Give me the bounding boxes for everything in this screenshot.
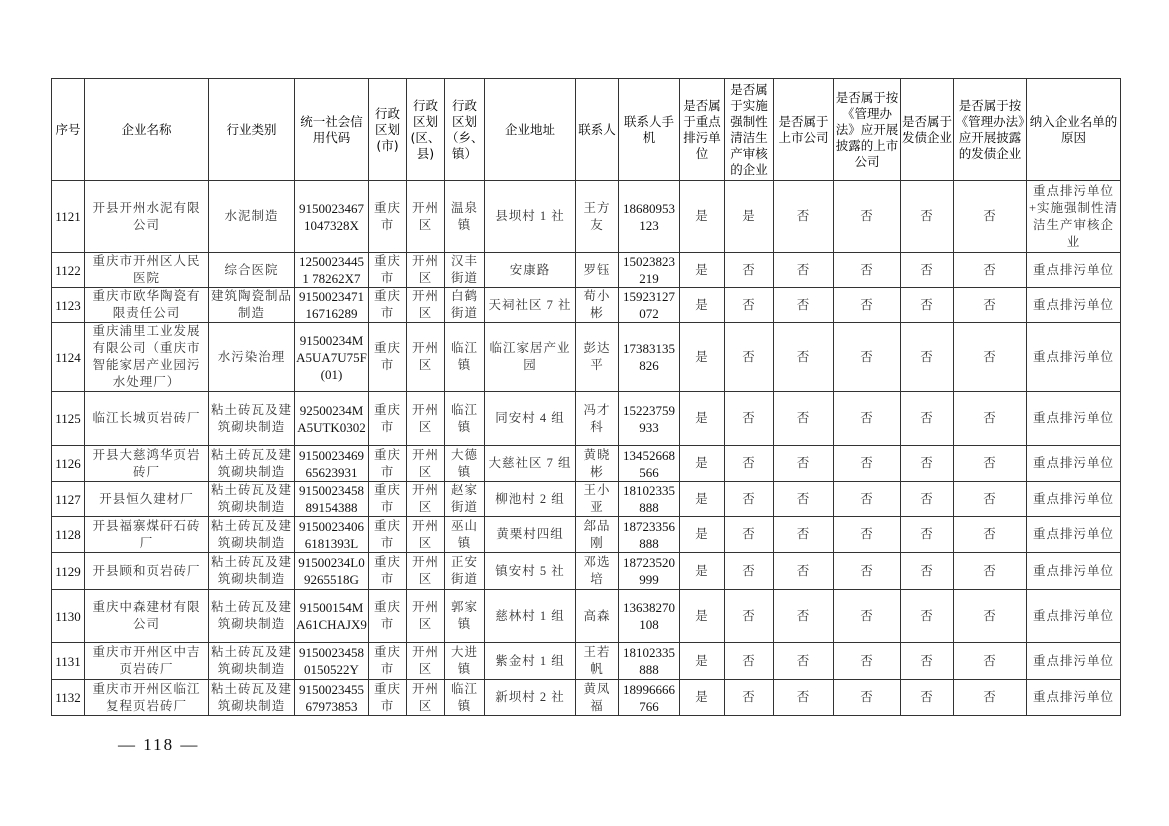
table-cell: 粘土砖瓦及建筑砌块制造 [209,446,295,482]
table-cell: 安康路 [485,253,576,288]
table-cell: 915002347116716289 [295,288,369,323]
table-cell: 13452668566 [619,446,680,482]
column-header: 企业名称 [85,79,209,181]
table-cell: 镇安村 5 社 [485,553,576,590]
table-cell: 否 [774,446,834,482]
column-header: 序号 [52,79,85,181]
table-cell: 否 [774,323,834,392]
table-cell: 1123 [52,288,85,323]
table-cell: 否 [901,517,954,553]
table-row [52,517,1121,553]
table-row [52,482,1121,517]
table-cell: 重庆市 [369,680,407,716]
table-cell: 17383135826 [619,323,680,392]
table-cell: 否 [834,553,901,590]
table-cell: 粘土砖瓦及建筑砌块制造 [209,392,295,446]
column-header: 统一社会信用代码 [295,79,369,181]
table-cell: 冯才科 [576,392,619,446]
table-cell: 否 [774,482,834,517]
table-cell: 否 [725,446,774,482]
table-cell: 否 [725,590,774,643]
table-cell: 彭达平 [576,323,619,392]
table-cell: 新坝村 2 社 [485,680,576,716]
table-cell: 915002345889154388 [295,482,369,517]
table-cell: 15023823219 [619,253,680,288]
table-cell: 重点排污单位 [1027,680,1121,716]
table-cell: 否 [774,517,834,553]
table-cell: 否 [901,181,954,253]
table-cell: 开州区 [407,680,445,716]
column-header: 是否属于实施强制性清洁生产审核的企业 [725,79,774,181]
table-cell: 温泉镇 [445,181,485,253]
table-cell: 91500234MA5UA7U75F(01) [295,323,369,392]
table-row [52,643,1121,680]
table-cell: 18102335888 [619,482,680,517]
table-cell: 重庆市开州区中吉页岩砖厂 [85,643,209,680]
table-cell: 否 [901,288,954,323]
table-cell: 重点排污单位 [1027,446,1121,482]
table-cell: 重点排污单位 [1027,517,1121,553]
table-cell: 12500234451 78262X7 [295,253,369,288]
table-cell: 紫金村 1 组 [485,643,576,680]
table-cell: 否 [725,288,774,323]
table-cell: 92500234MA5UTK0302 [295,392,369,446]
table-cell: 郐品刚 [576,517,619,553]
table-cell: 黄栗村四组 [485,517,576,553]
table-cell: 否 [834,590,901,643]
table-cell: 否 [954,553,1027,590]
table-cell: 建筑陶瓷制品制造 [209,288,295,323]
table-cell: 否 [725,680,774,716]
table-cell: 重庆市 [369,590,407,643]
table-cell: 重点排污单位 [1027,392,1121,446]
table-cell: 临江镇 [445,323,485,392]
column-header: 是否属于按《管理办法》应开展披露的上市公司 [834,79,901,181]
table-cell: 临江家居产业园 [485,323,576,392]
table-cell: 郭家镇 [445,590,485,643]
table-cell: 91500234671047328X [295,181,369,253]
table-cell: 水泥制造 [209,181,295,253]
column-header: 纳入企业名单的原因 [1027,79,1121,181]
table-cell: 91500154MA61CHAJX9 [295,590,369,643]
table-cell: 是 [680,392,725,446]
table-cell: 否 [834,181,901,253]
table-cell: 否 [774,680,834,716]
table-cell: 否 [834,253,901,288]
table-cell: 否 [901,392,954,446]
table-cell: 是 [680,643,725,680]
table-cell: 1124 [52,323,85,392]
table-cell: 重点排污单位 [1027,253,1121,288]
table-row [52,590,1121,643]
table-cell: 重点排污单位 [1027,288,1121,323]
table-cell: 重点排污单位 [1027,553,1121,590]
table-cell: 否 [901,643,954,680]
table-cell: 开州区 [407,253,445,288]
table-cell: 否 [834,446,901,482]
table-cell: 否 [834,288,901,323]
table-cell: 否 [834,680,901,716]
table-cell: 开州区 [407,517,445,553]
table-cell: 重点排污单位 [1027,643,1121,680]
table-cell: 是 [680,446,725,482]
table-cell: 否 [954,482,1027,517]
table-cell: 综合医院 [209,253,295,288]
table-cell: 否 [725,643,774,680]
table-cell: 开县开州水泥有限公司 [85,181,209,253]
table-cell: 大慈社区 7 组 [485,446,576,482]
table-cell: 开县顾和页岩砖厂 [85,553,209,590]
table-cell: 重庆市欧华陶瓷有限责任公司 [85,288,209,323]
table-cell: 粘土砖瓦及建筑砌块制造 [209,482,295,517]
table-cell: 开州区 [407,590,445,643]
table-cell: 王若帆 [576,643,619,680]
table-cell: 否 [954,446,1027,482]
table-cell: 重庆市 [369,253,407,288]
table-row [52,680,1121,716]
table-cell: 否 [834,482,901,517]
table-cell: 18680953123 [619,181,680,253]
table-cell: 重庆市 [369,553,407,590]
table-cell: 白鹤街道 [445,288,485,323]
table-cell: 否 [725,253,774,288]
table-cell: 罗钰 [576,253,619,288]
table-cell: 是 [680,680,725,716]
table-cell: 否 [725,323,774,392]
table-cell: 否 [725,392,774,446]
table-cell: 是 [680,553,725,590]
table-cell: 否 [725,553,774,590]
table-cell: 高森 [576,590,619,643]
table-cell: 否 [954,643,1027,680]
table-cell: 慈林村 1 组 [485,590,576,643]
table-cell: 黄凤福 [576,680,619,716]
table-cell: 重庆市 [369,288,407,323]
table-cell: 巫山镇 [445,517,485,553]
table-cell: 是 [680,288,725,323]
table-cell: 重点排污单位 [1027,590,1121,643]
table-cell: 1121 [52,181,85,253]
table-row [52,446,1121,482]
page-number: — 118 — [118,735,200,754]
table-cell: 临江镇 [445,680,485,716]
table-cell: 重庆市开州区人民医院 [85,253,209,288]
table-row [52,553,1121,590]
table-header-row [52,79,1121,181]
table-cell: 15923127072 [619,288,680,323]
table-cell: 否 [834,392,901,446]
table-row [52,181,1121,253]
column-header: 行政区划（乡、镇） [445,79,485,181]
table-cell: 是 [680,482,725,517]
table-cell: 开州区 [407,323,445,392]
table-cell: 是 [680,253,725,288]
table-cell: 否 [954,323,1027,392]
table-cell: 91500234066181393L [295,517,369,553]
table-cell: 15223759933 [619,392,680,446]
column-header: 是否属于按《管理办法》应开展披露的发债企业 [954,79,1027,181]
table-cell: 否 [954,517,1027,553]
table-cell: 重庆市 [369,181,407,253]
table-cell: 重庆市开州区临江复程页岩砖厂 [85,680,209,716]
table-cell: 粘土砖瓦及建筑砌块制造 [209,680,295,716]
table-cell: 正安街道 [445,553,485,590]
table-cell: 重庆中森建材有限公司 [85,590,209,643]
table-cell: 重点排污单位 [1027,323,1121,392]
table-cell: 重庆市 [369,323,407,392]
table-cell: 开州区 [407,392,445,446]
table-cell: 县坝村 1 社 [485,181,576,253]
table-cell: 重点排污单位 [1027,482,1121,517]
table-cell: 1127 [52,482,85,517]
table-cell: 开州区 [407,181,445,253]
table-cell: 天祠社区 7 社 [485,288,576,323]
table-cell: 王方友 [576,181,619,253]
table-cell: 临江镇 [445,392,485,446]
table-cell: 1122 [52,253,85,288]
table-cell: 否 [725,517,774,553]
table-cell: 否 [774,590,834,643]
table-row [52,323,1121,392]
table-cell: 是 [680,517,725,553]
table-cell: 1132 [52,680,85,716]
table-cell: 否 [901,680,954,716]
table-cell: 否 [774,643,834,680]
enterprise-list-table [51,78,1121,716]
table-cell: 91500234580150522Y [295,643,369,680]
table-cell: 1125 [52,392,85,446]
table-cell: 否 [834,643,901,680]
table-cell: 同安村 4 组 [485,392,576,446]
table-cell: 粘土砖瓦及建筑砌块制造 [209,590,295,643]
table-cell: 是 [680,323,725,392]
table-cell: 粘土砖瓦及建筑砌块制造 [209,517,295,553]
table-cell: 13638270108 [619,590,680,643]
table-cell: 915002345567973853 [295,680,369,716]
column-header: 是否属于发债企业 [901,79,954,181]
table-cell: 赵家街道 [445,482,485,517]
table-cell: 开县恒久建材厂 [85,482,209,517]
table-cell: 否 [901,590,954,643]
table-cell: 临江长城页岩砖厂 [85,392,209,446]
table-cell: 18723520999 [619,553,680,590]
table-cell: 大进镇 [445,643,485,680]
table-row [52,253,1121,288]
table-cell: 否 [774,553,834,590]
table-cell: 是 [680,181,725,253]
table-cell: 荀小彬 [576,288,619,323]
table-cell: 粘土砖瓦及建筑砌块制造 [209,553,295,590]
table-cell: 是 [725,181,774,253]
table-cell: 18723356888 [619,517,680,553]
table-cell: 重庆市 [369,517,407,553]
table-cell: 汉丰街道 [445,253,485,288]
table-cell: 否 [901,482,954,517]
table-cell: 18996666766 [619,680,680,716]
table-cell: 开县福寨煤矸石砖厂 [85,517,209,553]
table-cell: 否 [834,517,901,553]
table-cell: 否 [725,482,774,517]
table-cell: 否 [834,323,901,392]
table-cell: 开州区 [407,482,445,517]
column-header: 是否属于重点排污单位 [680,79,725,181]
table-cell: 重庆市 [369,643,407,680]
table-cell: 否 [774,288,834,323]
table-row [52,392,1121,446]
table-cell: 否 [954,392,1027,446]
table-cell: 是 [680,590,725,643]
table-cell: 黄晓彬 [576,446,619,482]
table-cell: 开州区 [407,288,445,323]
column-header: 行政区划(市) [369,79,407,181]
table-cell: 王小亚 [576,482,619,517]
table-cell: 否 [774,253,834,288]
table-cell: 否 [954,590,1027,643]
table-cell: 否 [774,392,834,446]
table-cell: 否 [954,253,1027,288]
column-header: 行业类别 [209,79,295,181]
table-cell: 重庆市 [369,446,407,482]
table-cell: 粘土砖瓦及建筑砌块制造 [209,643,295,680]
table-cell: 开州区 [407,553,445,590]
table-cell: 18102335888 [619,643,680,680]
table-cell: 开州区 [407,643,445,680]
table-cell: 开县大慈鸿华页岩砖厂 [85,446,209,482]
table-cell: 重庆市 [369,482,407,517]
table-cell: 1130 [52,590,85,643]
column-header: 联系人 [576,79,619,181]
column-header: 联系人手机 [619,79,680,181]
table-cell: 开州区 [407,446,445,482]
table-cell: 重庆市 [369,392,407,446]
table-cell: 重庆浦里工业发展有限公司（重庆市智能家居产业园污水处理厂） [85,323,209,392]
table-cell: 否 [954,680,1027,716]
table-cell: 重点排污单位+实施强制性清洁生产审核企业 [1027,181,1121,253]
table-cell: 1129 [52,553,85,590]
table-cell: 否 [954,288,1027,323]
column-header: 是否属于上市公司 [774,79,834,181]
table-cell: 否 [901,323,954,392]
table-cell: 大德镇 [445,446,485,482]
table-cell: 邓选培 [576,553,619,590]
table-cell: 柳池村 2 组 [485,482,576,517]
table-cell: 91500234L09265518G [295,553,369,590]
table-cell: 1128 [52,517,85,553]
table-cell: 否 [901,553,954,590]
table-cell: 915002346965623931 [295,446,369,482]
table-cell: 水污染治理 [209,323,295,392]
column-header: 企业地址 [485,79,576,181]
table-cell: 1126 [52,446,85,482]
table-cell: 否 [954,181,1027,253]
table-cell: 1131 [52,643,85,680]
column-header: 行政区划(区、县) [407,79,445,181]
table-cell: 否 [774,181,834,253]
table-row [52,288,1121,323]
table-cell: 否 [901,253,954,288]
table-cell: 否 [901,446,954,482]
